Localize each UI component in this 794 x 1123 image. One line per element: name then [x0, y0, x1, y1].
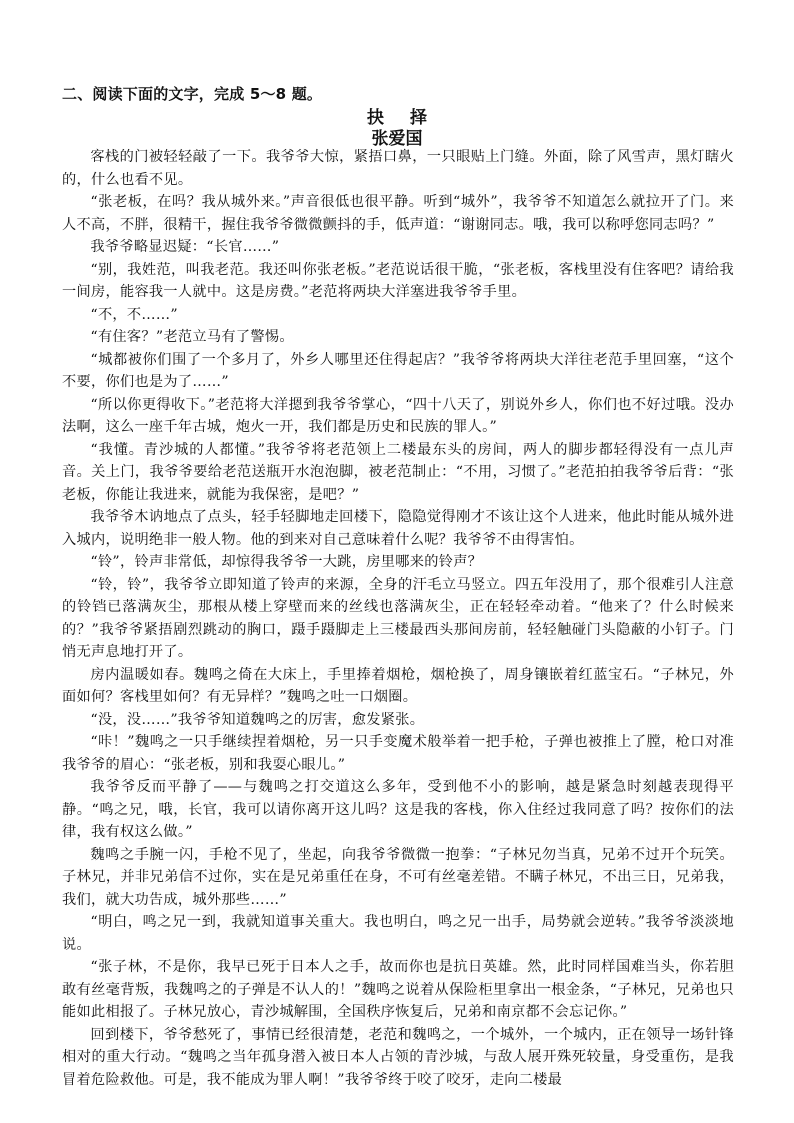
paragraph: 房内温暖如春。魏鸣之倚在大床上，手里捧着烟枪，烟枪换了，周身镶嵌着红蓝宝石。“子林兄，外面如何？客栈里如何？有无异样？”魏鸣之吐一口烟圈。	[62, 666, 734, 705]
paragraph: “咔！”魏鸣之一只手继续捏着烟枪，另一只手变魔术般举着一把手枪，子弹也被推上了膛，枪口对准我爷爷的眉心：“张老板，别和我耍心眼儿。”	[62, 734, 734, 773]
paragraph: 客栈的门被轻轻敲了一下。我爷爷大惊，紧捂口鼻，一只眼贴上门缝。外面，除了风雪声，黑灯瞎火的，什么也看不见。	[62, 149, 734, 188]
paragraph: “有住客？”老范立马有了警惕。	[90, 329, 294, 345]
paragraph: “所以你更得收下。”老范将大洋摁到我爷爷掌心，“四十八天了，别说外乡人，你们也不好过哦。没办法啊，这么一座千年古城，炮火一开，我们都是历史和民族的罪人。”	[62, 396, 734, 435]
article-title: 抉 择	[367, 108, 437, 128]
paragraph: “没，没……”我爷爷知道魏鸣之的厉害，愈发紧张。	[90, 711, 425, 728]
paragraph: 魏鸣之手腕一闪，手枪不见了，坐起，向我爷爷微微一抱拳：“子林兄勿当真，兄弟不过开个玩笑。子林兄，并非兄弟信不过你，实在是兄弟重任在身，不可有丝毫差错。不瞒子林兄，不出三日，兄弟我，我们，就大功告成，城外那些……”	[62, 846, 734, 908]
paragraph: 我爷爷反而平静了——与魏鸣之打交道这么多年，受到他不小的影响，越是紧急时刻越表现得平静。“鸣之兄，哦，长官，我可以请你离开这儿吗？这是我的客栈，你入住经过我同意了吗？按你们的法律，我有权这么做。”	[62, 779, 734, 840]
paragraph: “铃，铃”，我爷爷立即知道了铃声的来源，全身的汗毛立马竖立。四五年没用了，那个很难引人注意的铃铛已落满灰尘，那根从楼上穿壁而来的丝线也落满灰尘，正在轻轻牵动着。“他来了？什么时候来的？”我爷爷紧捂剧烈跳动的胸口，蹑手蹑脚走上三楼最西头那间房前，轻轻触碰门头隐蔽的小钉子。门悄无声息地打开了。	[62, 576, 734, 660]
paragraph: 我爷爷木讷地点了点头，轻手轻脚地走回楼下，隐隐觉得刚才不该让这个人进来，他此时能从城外进入城内，说明绝非一般人物。他的到来对自己意味着什么呢？我爷爷不由得害怕。	[62, 509, 734, 548]
article-author: 张爱国	[371, 129, 423, 149]
paragraph: 回到楼下，爷爷愁死了，事情已经很清楚，老范和魏鸣之，一个城外，一个城内，正在领导一场针锋相对的重大行动。“魏鸣之当年孤身潜入被日本人占领的青沙城，与敌人展开殊死较量，身受重伤，是我冒着危险救他。可是，我不能成为罪人啊！”我爷爷终于咬了咬牙，走向二楼最	[62, 1026, 734, 1088]
paragraph: “城都被你们围了一个多月了，外乡人哪里还住得起店？”我爷爷将两块大洋往老范手里回塞，“这个不要，你们也是为了……”	[62, 351, 734, 390]
paragraph: “张子林，不是你，我早已死于日本人之手，故而你也是抗日英雄。然，此时同样国难当头，你若胆敢有丝毫背叛，我魏鸣之的子弹是不认人的！”魏鸣之说着从保险柜里拿出一根金条，“子林兄，兄弟也只能如此相报了。子林兄放心，青沙城解围，全国秩序恢复后，兄弟和南京都不会忘记你。”	[62, 959, 734, 1020]
paragraph: “铃”，铃声非常低，却惊得我爷爷一大跳，房里哪来的铃声？	[90, 554, 483, 570]
paragraph: “明白，鸣之兄一到，我就知道事关重大。我也明白，鸣之兄一出手，局势就会逆转。”我爷爷淡淡地说。	[62, 914, 734, 953]
paragraph: “不，不……”	[90, 306, 178, 323]
paragraph: 我爷爷略显迟疑：“长官……”	[90, 239, 280, 255]
paragraph: “我懂。青沙城的人都懂。”我爷爷将老范领上二楼最东头的房间，两人的脚步都轻得没有一点儿声音。关上门，我爷爷要给老范送瓶开水泡泡脚，被老范制止：“不用，习惯了。”老范拍拍我爷爷后背：“张老板，你能让我进来，就能为我保密，是吧？”	[62, 441, 734, 503]
paragraph: “别，我姓范，叫我老范。我还叫你张老板。”老范说话很干脆，“张老板，客栈里没有住客吧？请给我一间房，能容我一人就中。这是房费。”老范将两块大洋塞进我爷爷手里。	[62, 261, 734, 300]
article-body	[62, 146, 734, 1091]
paragraph: “张老板，在吗？我从城外来。”声音很低也很平静。听到“城外”，我爷爷不知道怎么就拉开了门。来人不高，不胖，很精干，握住我爷爷微微颤抖的手，低声道：“谢谢同志。哦，我可以称呼您同志吗？”	[62, 194, 734, 233]
section-heading: 二、阅读下面的文字，完成 5～8 题。	[62, 85, 323, 103]
